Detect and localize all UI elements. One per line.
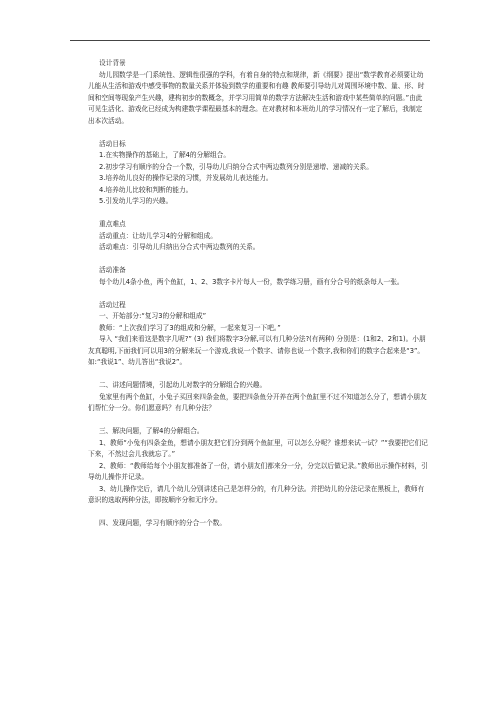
section-heading-process: 活动过程 — [99, 300, 126, 309]
list-item: 3.培养幼儿良好的操作记录的习惯，并发展幼儿表达能力。 — [99, 174, 273, 182]
header-rule — [70, 40, 430, 41]
paragraph: 每个幼儿4条小鱼，两个鱼缸，1、2、3数字卡片每人一份，数学练习册，画有分合号的纸条每人一张。 — [99, 277, 404, 286]
section-heading-background: 设计背景 — [99, 59, 126, 67]
paragraph: 兔家里有两个鱼缸，小兔子买回来四条金鱼，要把四条鱼分开养在两个鱼缸里不过不知道怎么分了，想请小朋友们帮忙分一分。你们愿意吗？有几种分法？ — [88, 392, 427, 412]
paragraph: 三、解决问题，了解4的分解组合。 — [99, 427, 204, 435]
section-heading-preparation: 活动准备 — [99, 266, 126, 274]
paragraph: 四、发现问题，学习有顺序的分合一个数。 — [99, 519, 227, 527]
paragraph: 一、开始部分:“复习3的分解和组成” — [99, 312, 207, 320]
document-body — [88, 58, 428, 530]
paragraph: 教师：“上次我们学习了3的组成和分解，一起来复习一下吧。” — [99, 323, 281, 332]
paragraph: 1、教师“小兔有四条金鱼，想请小朋友把它们分到两个鱼缸里，可以怎么分呢？谁想来试一试？”“我要把它们记下来，不然过会儿我就忘了。” — [88, 438, 428, 458]
paragraph: 活动重点：让幼儿学习4的分解和组成。 — [99, 231, 217, 240]
paragraph: 2、教师：“教师给每个小朋友都准备了一份，请小朋友们都来分一分，分完以后做记录。”教师出示操作材料，引导幼儿操作并记录。 — [88, 461, 428, 481]
list-item: 1.在实物操作的基础上，了解4的分解组合。 — [99, 151, 231, 159]
list-item: 2.初步学习有顺序的分合一个数，引导幼儿归纳分合式中两边数列分别是递增、递减的关系。 — [99, 162, 373, 171]
paragraph: 3、幼儿操作完后，请几个幼儿分别讲述自己是怎样分的，有几种分法。并把幼儿的分法记录在黑板上，教师有意识的选取两种分法，即按顺序分和无序分。 — [88, 484, 425, 504]
paragraph: 活动难点：引导幼儿归纳出分合式中两边数列的关系。 — [99, 243, 260, 251]
list-item: 4.培养幼儿比较和判断的能力。 — [99, 185, 193, 194]
paragraph: 幼儿园数学是一门系统性、逻辑性很强的学科，有着自身的特点和规律，新《纲要》提出“数学教育必须要让幼儿能从生活和游戏中感受事物的数量关系并体验到数学的重要和有趣 教师要引导幼儿对周围环境中数、量、形、时间和空间等现象产生兴趣，建构初步的数概念，并学习用简单的数学方法解决生活和游戏中某些简单的问题。”由此可见生活化、游戏化已经成为构建数学课程最基本的理念。在对教材和本班幼儿的学习情况有一定了解后，我制定出本次活动。 — [88, 70, 425, 125]
section-heading-goals: 活动目标 — [99, 139, 126, 148]
paragraph: 导入 “我们来看这是数字几呢?” (3) 我们将数字3分解,可以有几种分法?(有两种) 分别是：(1和2、2和1)。小朋友真聪明,下面我们可以用3的分解来玩一个游戏,我说一个数字、请你也说一个数字,我和你们的数字合起来是“3”。如:“我说1”、幼儿答出“我说2”。 — [88, 335, 426, 366]
paragraph: 二、讲述问题情境，引起幼儿对数字的分解组合的兴趣。 — [99, 381, 267, 389]
section-heading-key-points: 重点难点 — [99, 220, 126, 228]
list-item: 5.引发幼儿学习的兴趣。 — [99, 197, 173, 205]
